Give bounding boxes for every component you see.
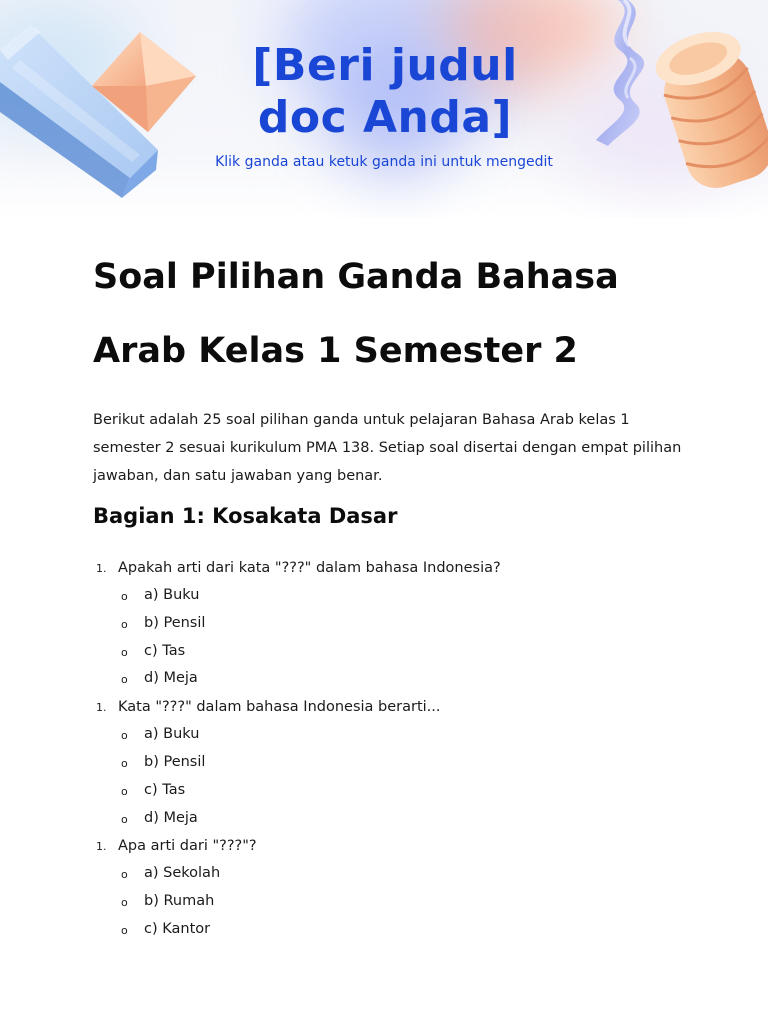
option-bullet: o [121, 812, 128, 826]
document-body [93, 240, 683, 944]
option-text: d) Meja [144, 809, 198, 826]
option-list [93, 721, 683, 832]
option-text: d) Meja [144, 670, 198, 687]
option-text: b) Pensil [144, 614, 206, 631]
question-number: 1. [96, 840, 107, 854]
option-bullet: o [121, 784, 128, 798]
answer-option [93, 721, 683, 749]
option-bullet: o [121, 590, 128, 603]
option-text: a) Buku [144, 726, 200, 743]
banner-title[interactable]: [Beri judul doc Anda] [252, 40, 518, 143]
option-bullet: o [121, 645, 128, 659]
question-text: Apa arti dari "???"? [118, 838, 257, 855]
option-bullet: o [121, 923, 128, 937]
coin-stack-decoration [648, 18, 768, 198]
answer-option [93, 582, 683, 610]
question-item [93, 832, 683, 943]
document-title: Soal Pilihan Ganda Bahasa Arab Kelas 1 Semester 2 [93, 257, 619, 371]
option-text: c) Kantor [144, 920, 211, 937]
option-bullet: o [121, 896, 128, 910]
envelope-decoration [88, 28, 200, 138]
question-list [93, 554, 683, 944]
option-text: a) Buku [144, 587, 200, 603]
answer-option [93, 777, 683, 805]
option-text: a) Sekolah [144, 865, 221, 882]
option-text: c) Tas [144, 642, 186, 659]
option-text: c) Tas [144, 781, 186, 798]
question-item [93, 693, 683, 832]
question-text: Apakah arti dari kata "???" dalam bahasa Indonesia? [118, 560, 501, 576]
question-number: 1. [96, 701, 107, 715]
question-item [93, 554, 683, 693]
question-number: 1. [96, 562, 107, 575]
option-text: b) Pensil [144, 753, 206, 770]
header-banner[interactable] [0, 0, 768, 218]
intro-paragraph: Berikut adalah 25 soal pilihan ganda untuk pelajaran Bahasa Arab kelas 1 semester 2 sesuai kurikulum PMA 138. Setiap soal disertai dengan empat pilihan jawaban, dan satu jawaban yang benar. [93, 412, 682, 484]
banner-subtitle[interactable]: Klik ganda atau ketuk ganda ini untuk mengedit [215, 154, 553, 170]
answer-option [93, 749, 683, 777]
option-text: b) Rumah [144, 893, 215, 910]
answer-option [93, 610, 683, 638]
option-list [93, 582, 683, 693]
answer-option [93, 665, 683, 693]
answer-option [93, 638, 683, 666]
answer-option [93, 860, 683, 888]
answer-option [93, 805, 683, 833]
option-bullet: o [121, 729, 128, 743]
option-bullet: o [121, 868, 128, 882]
option-bullet: o [121, 617, 128, 631]
option-bullet: o [121, 673, 128, 687]
answer-option [93, 916, 683, 944]
option-list [93, 860, 683, 943]
question-text: Kata "???" dalam bahasa Indonesia berarti... [118, 699, 441, 716]
answer-option [93, 888, 683, 916]
section-heading: Bagian 1: Kosakata Dasar [93, 504, 398, 528]
option-bullet: o [121, 756, 128, 770]
